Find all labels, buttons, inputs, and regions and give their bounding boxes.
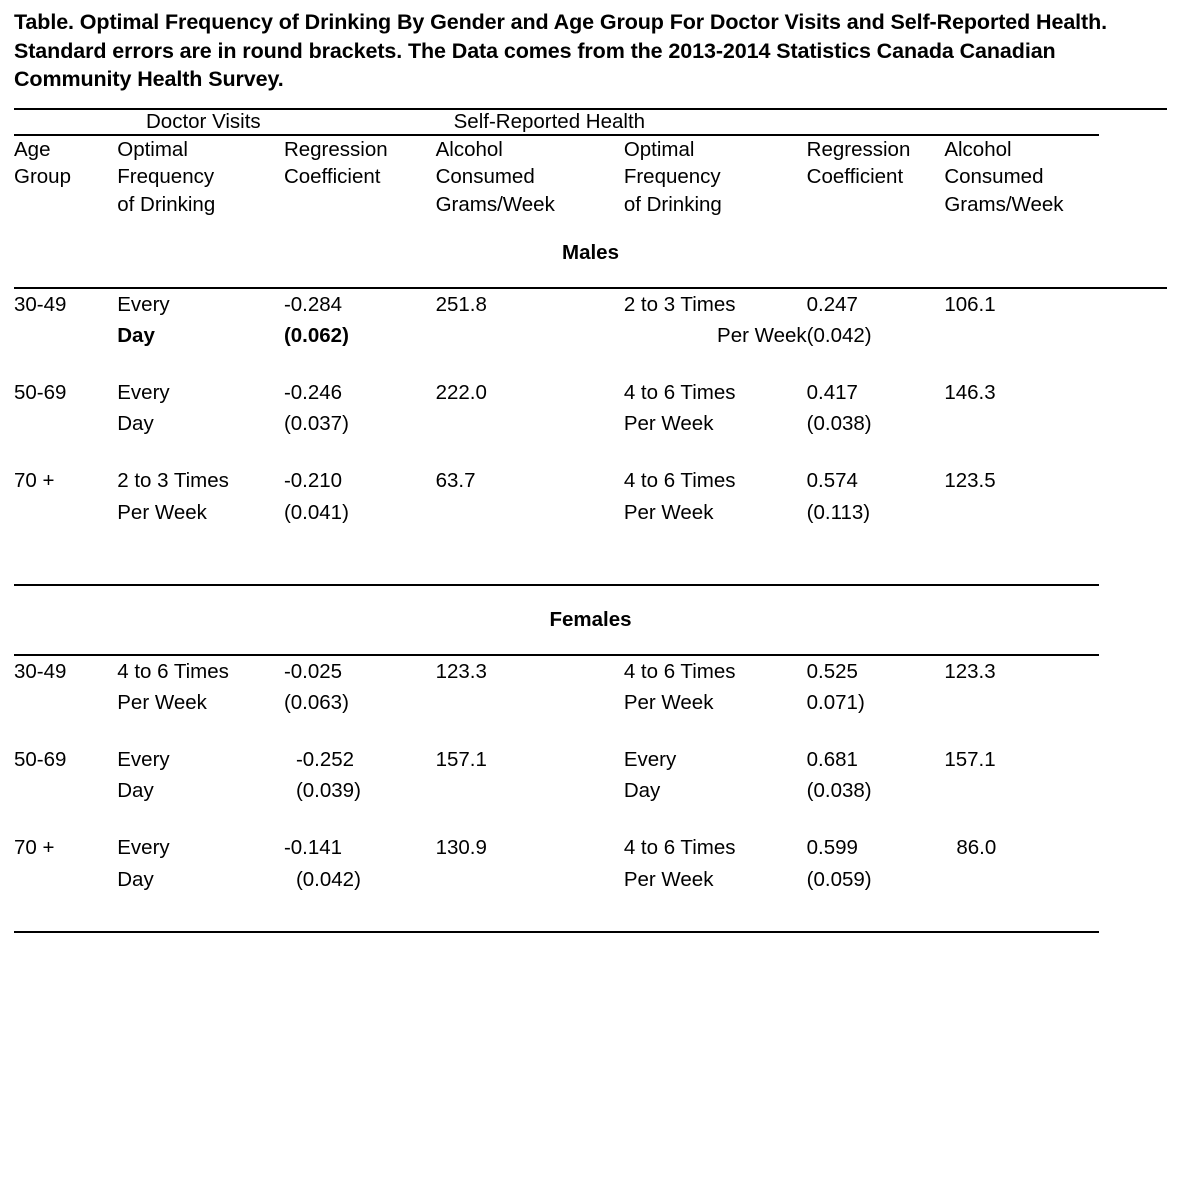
cell-srh-alcohol: 157.1: [944, 748, 996, 772]
cell-srh-coefficient: 0.417 (0.038): [806, 381, 872, 436]
cell-srh-frequency: 4 to 6 Times Per Week: [623, 469, 736, 524]
cell-dv-frequency: Every Day: [117, 748, 170, 803]
col-header-dv-optimal-frequency: Optimal Frequency of Drinking: [117, 137, 216, 217]
cell-dv-coefficient: -0.141 (0.042): [283, 836, 361, 891]
males-bottom-spacer: [0, 528, 1181, 584]
cell-dv-alcohol: 63.7: [435, 469, 476, 493]
table-row: [14, 718, 1181, 806]
cell-srh-alcohol: 106.1: [944, 292, 996, 316]
section-label-females: Females: [549, 607, 632, 631]
col-header-srh-alcohol-consumed: Alcohol Consumed Grams/Week: [944, 137, 1064, 217]
section-label-males: Males: [562, 240, 619, 264]
cell-srh-alcohol: 146.3: [944, 381, 996, 405]
cell-srh-alcohol: 86.0: [956, 836, 997, 860]
cell-srh-coefficient: 0.599 (0.059): [806, 836, 872, 891]
cell-dv-frequency: Every Day: [117, 292, 170, 347]
group-header-self-reported-health: Self-Reported Health: [453, 109, 646, 133]
cell-dv-coefficient: -0.284 (0.062): [283, 292, 349, 347]
cell-age-group: 50-69: [14, 748, 67, 772]
cell-age-group: 70 +: [14, 469, 55, 493]
cell-srh-frequency: 4 to 6 Times Per Week: [623, 381, 736, 436]
bottom-spacer: [0, 895, 1181, 931]
males-data-table: [14, 289, 1181, 528]
cell-dv-alcohol: 251.8: [435, 292, 487, 316]
cell-age-group: 30-49: [14, 292, 67, 316]
cell-srh-alcohol: 123.5: [944, 469, 996, 493]
cell-dv-alcohol: 157.1: [435, 748, 487, 772]
col-header-srh-optimal-frequency: Optimal Frequency of Drinking: [623, 137, 722, 217]
cell-dv-coefficient: -0.025 (0.063): [283, 659, 349, 714]
column-header-table: [14, 136, 1181, 219]
cell-srh-coefficient: 0.574 (0.113): [806, 469, 871, 524]
column-header-row: [14, 136, 1181, 219]
caption-spacer: [0, 94, 1181, 108]
cell-dv-frequency: 2 to 3 Times Per Week: [117, 469, 229, 524]
results-table: [14, 110, 1181, 134]
cell-dv-alcohol: 222.0: [435, 381, 487, 405]
cell-dv-coefficient: -0.252 (0.039): [295, 748, 361, 803]
cell-dv-frequency: Every Day: [117, 381, 170, 436]
cell-dv-frequency: 4 to 6 Times Per Week: [117, 659, 229, 714]
cell-age-group: 30-49: [14, 659, 67, 683]
cell-dv-alcohol: 130.9: [435, 836, 487, 860]
table-row: [14, 289, 1181, 351]
table-caption: Table. Optimal Frequency of Drinking By Gender and Age Group For Doctor Visits and Self-Reported Health. Standard errors are in round brackets. The Data comes from the 2013-2014 Statistics Canada Canadian Community Health Survey.: [14, 10, 1108, 92]
cell-srh-coefficient: 0.525 0.071): [806, 659, 865, 714]
cell-dv-coefficient: -0.246 (0.037): [283, 381, 349, 436]
cell-srh-coefficient: 0.681 (0.038): [806, 748, 872, 803]
cell-dv-alcohol: 123.3: [435, 659, 487, 683]
cell-srh-frequency: 2 to 3 Times Per Week: [623, 292, 807, 347]
group-header-row: [14, 110, 1181, 134]
table-row: [14, 806, 1181, 894]
table-row: [14, 439, 1181, 527]
females-data-table: [14, 656, 1181, 895]
cell-srh-coefficient: 0.247 (0.042): [806, 292, 872, 347]
group-header-doctor-visits: Doctor Visits: [146, 109, 261, 133]
cell-srh-frequency: 4 to 6 Times Per Week: [623, 836, 736, 891]
cell-srh-frequency: 4 to 6 Times Per Week: [623, 659, 736, 714]
cell-srh-frequency: Every Day: [623, 748, 677, 803]
col-header-srh-regression-coefficient: Regression Coefficient: [806, 137, 911, 189]
cell-age-group: 70 +: [14, 836, 55, 860]
cell-age-group: 50-69: [14, 381, 67, 405]
col-header-age-group: Age Group: [14, 137, 71, 189]
table-row: [14, 656, 1181, 718]
table-row: [14, 351, 1181, 439]
cell-srh-alcohol: 123.3: [944, 659, 996, 683]
col-header-dv-regression-coefficient: Regression Coefficient: [283, 137, 388, 189]
col-header-dv-alcohol-consumed: Alcohol Consumed Grams/Week: [435, 137, 555, 217]
cell-dv-coefficient: -0.210 (0.041): [283, 469, 349, 524]
bottom-rule: [14, 931, 1099, 933]
cell-dv-frequency: Every Day: [117, 836, 170, 891]
